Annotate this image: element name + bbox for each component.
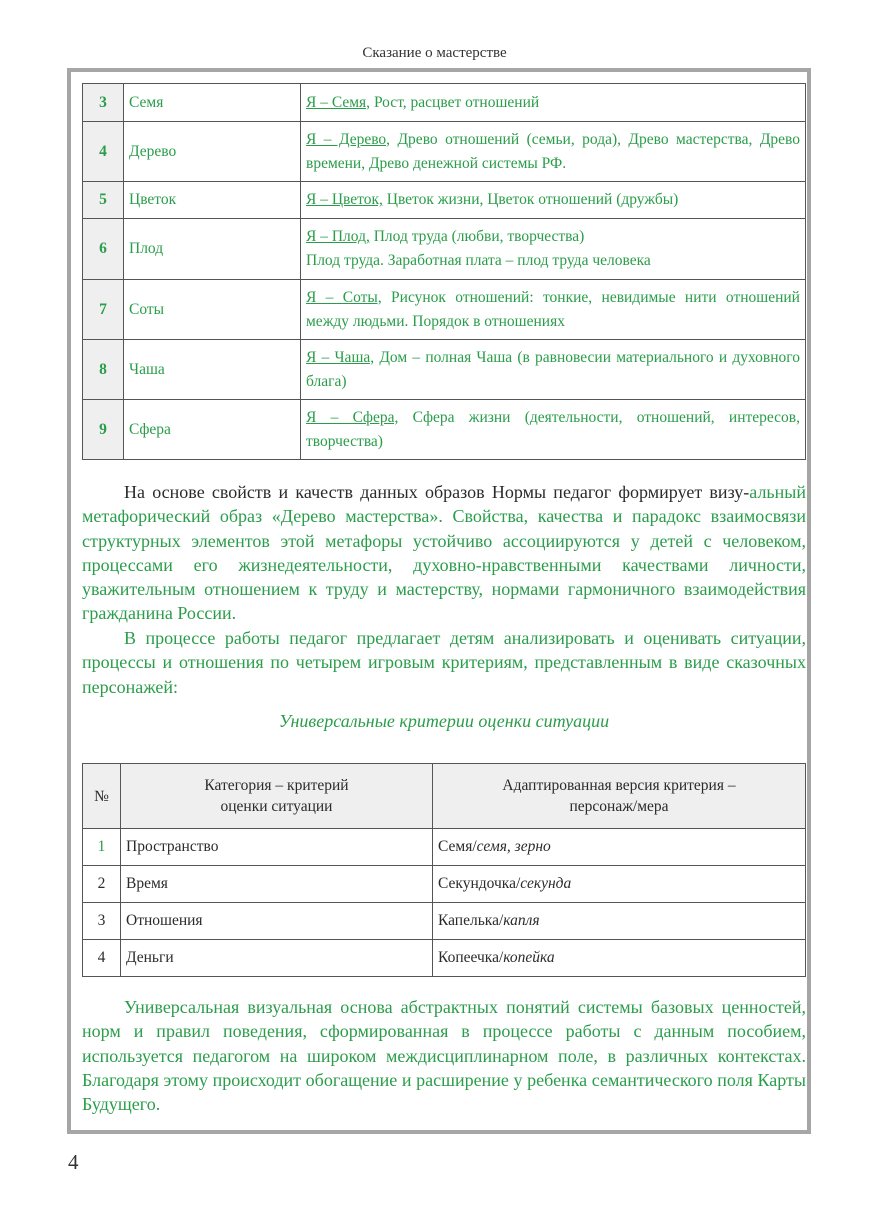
character-cell (433, 903, 806, 940)
image-description (301, 122, 806, 182)
table-row (83, 122, 806, 182)
image-description (301, 219, 806, 280)
header-line: оценки ситуации (220, 798, 333, 815)
image-name: Цветок (124, 182, 301, 219)
table-row (83, 903, 806, 940)
table-row (83, 280, 806, 340)
table-row (83, 866, 806, 903)
measure-name: копейка (503, 949, 555, 966)
image-name: Плод (124, 219, 301, 280)
table-row (83, 219, 806, 280)
lead-phrase: Я – Соты, (306, 288, 382, 306)
character-cell (433, 829, 806, 866)
image-description (301, 280, 806, 340)
paragraph-conclusion: Универсальная визуальная основа абстрактных понятий системы базовых ценностей, норм и правил поведения, сформированная в процессе работы с данным пособием, используется педагогом на широком междисциплинарном поле, в различных контекстах. Благодаря этому происходит обогащение и расширение у ребенка семантического поля Карты Будущего. (82, 997, 806, 1115)
image-description (301, 84, 806, 122)
table-row (83, 400, 806, 460)
paragraph-green-part: альный метафорический образ «Дерево мастерства». Свойства, качества и парадокс взаимосвязи структурных элементов этой метафоры устойчиво ассоциируются у детей с человеком, процессами его жизнедеятельности, духовно-нравственными качествами личности, уважительным отношением к труду и мастерству, нормами гармоничного взаимодействия гражданина России. (82, 482, 806, 624)
category-cell: Деньги (121, 940, 433, 977)
character-name: Секундочка/ (438, 875, 521, 892)
table-row (83, 84, 806, 122)
running-title: Сказание о мастерстве (362, 45, 507, 61)
page-number: 4 (68, 1150, 79, 1174)
description-text: Древо отношений (семьи, рода), Древо мастерства, Древо времени, Древо денежной системы РФ. (306, 130, 801, 172)
images-table (82, 83, 806, 460)
row-number: 2 (83, 866, 121, 903)
description-text: Плод труда (любви, творчества) (369, 228, 585, 245)
criteria-table (82, 763, 806, 977)
image-description (301, 400, 806, 460)
character-name: Семя/ (438, 838, 477, 855)
row-number: 1 (83, 829, 121, 866)
lead-phrase: Я – Сфера, (306, 408, 399, 426)
row-number: 4 (83, 122, 124, 182)
image-name: Сфера (124, 400, 301, 460)
column-header-category (121, 764, 433, 829)
row-number: 7 (83, 280, 124, 340)
row-number: 5 (83, 182, 124, 219)
lead-phrase: Я – Плод, (306, 228, 370, 245)
row-number: 9 (83, 400, 124, 460)
lead-phrase: Я – Дерево, (306, 130, 391, 148)
character-name: Копеечка/ (438, 949, 504, 966)
character-cell (433, 940, 806, 977)
description-text: Рост, расцвет отношений (370, 93, 540, 111)
measure-name: секунда (520, 875, 572, 892)
table-row (83, 340, 806, 400)
description-text: Сфера жизни (деятельности, отношений, интересов, творчества) (306, 408, 800, 450)
row-number: 3 (83, 84, 124, 122)
description-text: Рисунок отношений: тонкие, невидимые нити отношений между людьми. Порядок в отношениях (306, 288, 800, 330)
row-number: 6 (83, 219, 124, 280)
table-row (83, 829, 806, 866)
description-text: Цветок жизни, Цветок отношений (дружбы) (382, 191, 679, 208)
measure-name: семя, зерно (476, 838, 551, 855)
image-name: Чаша (124, 340, 301, 400)
header-line: Адаптированная версия критерия – (502, 777, 736, 794)
character-name: Капелька/ (438, 912, 504, 929)
table-header-row (83, 764, 806, 829)
table-caption: Универсальные критерии оценки ситуации (278, 711, 610, 731)
image-name: Семя (124, 84, 301, 122)
category-cell: Пространство (121, 829, 433, 866)
lead-phrase: Я – Цветок, (306, 191, 383, 208)
description-text: Плод труда. Заработная плата – плод труда человека (306, 252, 651, 269)
header-line: персонаж/мера (569, 798, 669, 815)
table-row (83, 940, 806, 977)
paragraph-process: В процессе работы педагог предлагает детям анализировать и оценивать ситуации, процессы и отношения по четырем игровым критериям, представленным в виде сказочных персонажей: (82, 628, 806, 697)
row-number: 8 (83, 340, 124, 400)
image-name: Соты (124, 280, 301, 340)
lead-phrase: Я – Чаша, (306, 348, 375, 366)
column-header-number: № (83, 764, 121, 829)
table-row (83, 182, 806, 219)
description-text: Дом – полная Чаша (в равновесии материального и духовного блага) (306, 348, 801, 390)
image-description (301, 182, 806, 219)
image-name: Дерево (124, 122, 301, 182)
paragraph-dark-part: На основе свойств и качеств данных образов Нормы педагог формирует визу- (124, 482, 750, 502)
category-cell: Отношения (121, 903, 433, 940)
image-description (301, 340, 806, 400)
header-line: Категория – критерий (204, 777, 349, 794)
row-number: 3 (83, 903, 121, 940)
category-cell: Время (121, 866, 433, 903)
row-number: 4 (83, 940, 121, 977)
column-header-version (433, 764, 806, 829)
character-cell (433, 866, 806, 903)
measure-name: капля (503, 912, 540, 929)
paragraph-intro (82, 480, 806, 626)
lead-phrase: Я – Семя, (306, 93, 371, 111)
